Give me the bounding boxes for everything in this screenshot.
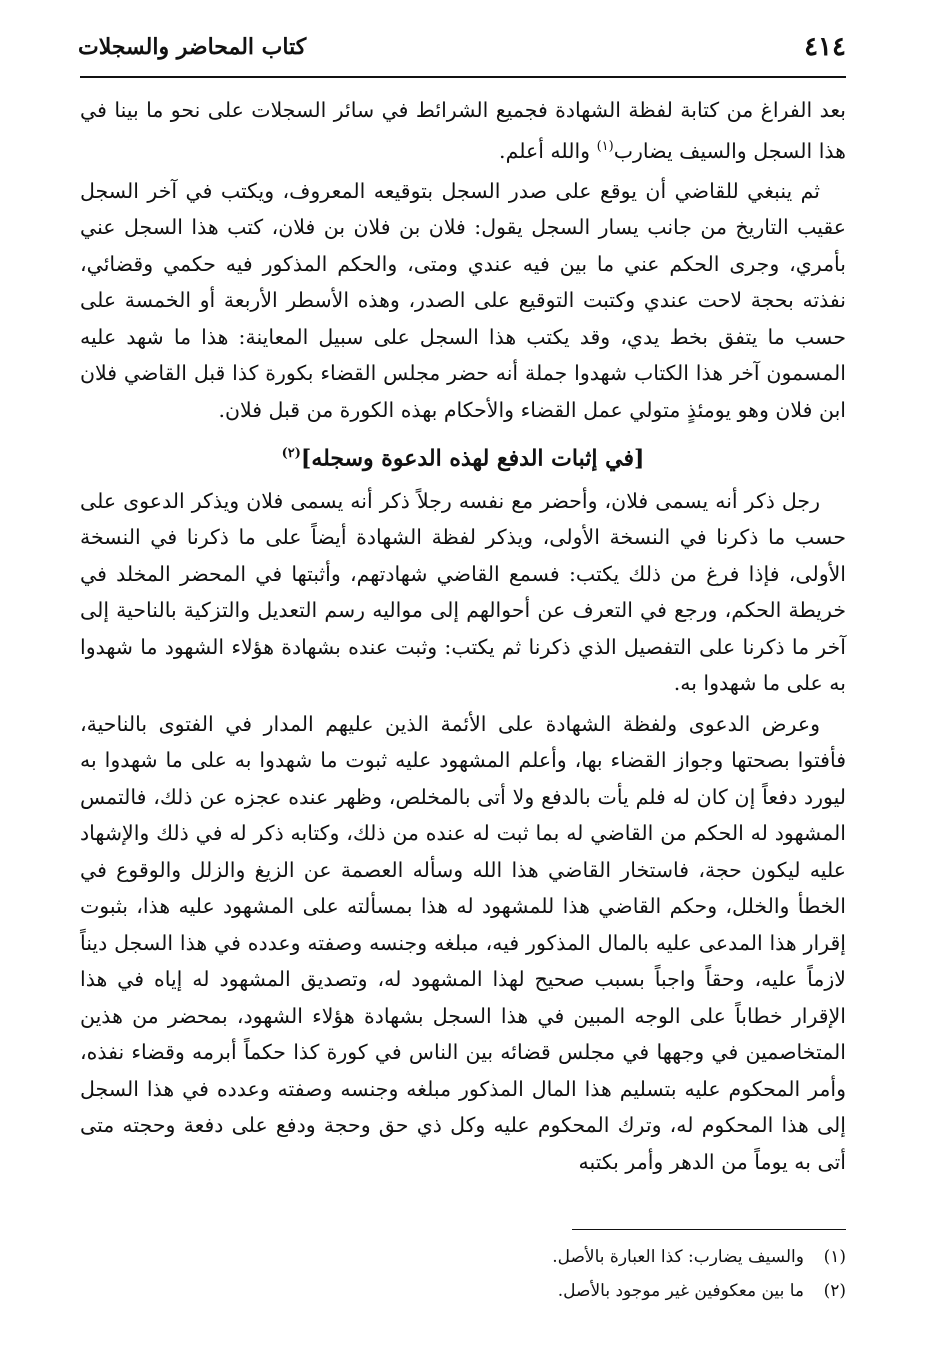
running-title: كتاب المحاضر والسجلات (78, 34, 307, 60)
paragraph: رجل ذكر أنه يسمى فلان، وأحضر مع نفسه رجلاً ذكر أنه يسمى فلان ويذكر الدعوى على حسب ما ذكرنا في النسخة الأولى، ويذكر لفظة الشهادة أيضاً على ما ذكرنا في النسخة الأولى، فإذا فرغ من ذلك يكتب: فسمع القاضي شهادتهم، وأثبتها في المحضر المخلد في خريطة الحكم، ورجع في التعرف عن أحوالهم إلى مواليه رسم التعديل والتزكية بالناحية إلى آخر ما ذكرنا على التفصيل الذي ذكرنا ثم يكتب: وثبت عنده بشهادة هؤلاء الشهود ما شهدوا به على ما شهدوا به. (80, 488, 846, 696)
paragraph: بعد الفراغ من كتابة لفظة الشهادة فجميع الشرائط في سائر السجلات على نحو ما بينا في هذا السجل والسيف يضارب$^{(١)}$ والله أعلم. (80, 98, 846, 163)
page-header (78, 28, 846, 70)
footnote-ref[interactable]: (٢) (281, 446, 301, 462)
paragraph: وعرض الدعوى ولفظة الشهادة على الأئمة الذين عليهم المدار في الفتوى بالناحية، فأفتوا بصحتها وجواز القضاء بها، وأعلم المشهود عليه ثبوت ما شهدوا به على ما شهدوا به ليورد دفعاً إن كان له فلم يأت بالدفع ولا أتى بالمخلص، وظهر عنده عجزه عن ذلك، فالتمس المشهود له الحكم من القاضي له بما ثبت له عنده من ذلك، وكتابه ذكر له في ذلك والإشهاد عليه ليكون حجة، فاستخار القاضي هذا الله وسأله العصمة عن الزيغ والزلل والوقوع في الخطأ والخلل، وحكم القاضي هذا للمشهود له هذا بمسألته على المشهود عليه هذا، بثبوت إقرار هذا المدعى عليه بالمال المذكور فيه، مبلغه وجنسه وصفته وعدده في هذا السجل ديناً لازماً عليه، وحقاً واجباً بسبب صحيح لهذا المشهود له، وتصديق المشهود له إياه في هذا الإقرار خطاباً على الوجه المبين في هذا السجل بشهادة هؤلاء الشهود، بمحضر من هذين المتخاصمين في وجهها في مجلس قضائه بين الناس في كورة كذا حكماً أبرمه وقضاء نفذه، وأمر المحكوم عليه بتسليم هذا المال المذكور مبلغه وجنسه وصفته وعدده في هذا السجل إلى هذا المحكوم له، وترك المحكوم عليه وكل ذي حق وحجة ودفع على دفعة وحجته متى أتى به يوماً من الدهر وأمر بكتبه (80, 711, 846, 1174)
section-heading: [في إثبات الدفع لهذه الدعوة وسجله]$^{(٢)}$ (281, 445, 645, 472)
paragraph: ثم ينبغي للقاضي أن يوقع على صدر السجل بتوقيعه المعروف، ويكتب في آخر السجل عقيب التاريخ من جانب يسار السجل يقول: فلان بن فلان بن فلان، كتب هذا السجل عني بأمري، وجرى الحكم عني ما بين فيه عندي ومتى، والحكم المذكور فيه حكمي وقضائي، نفذته بحجة لاحت عندي وكتبت التوقيع على الصدر، وهذه الأسطر الأربعة أو الخمسة على حسب ما يتفق بخط يدي، وقد يكتب هذا السجل على سبيل المعاينة: هذا ما شهد عليه المسمون آخر هذا الكتاب شهدوا جملة أنه حضر مجلس القضاء بكورة كذا قبل القاضي فلان ابن فلان وهو يومئذٍ متولي عمل القضاء والأحكام بهذه الكورة من قبل فلان. (80, 178, 846, 422)
page-number: ٤١٤ (804, 32, 846, 62)
footnote: (١)والسيف يضارب: كذا العبارة بالأصل. (552, 1247, 846, 1267)
footnotes (80, 1240, 846, 1308)
footnote: (٢)ما بين معكوفين غير موجود بالأصل. (557, 1281, 846, 1301)
main-text (80, 92, 846, 1184)
footnote-rule (572, 1229, 846, 1230)
header-rule (80, 76, 846, 78)
footnote-ref[interactable]: (١) (596, 138, 614, 154)
